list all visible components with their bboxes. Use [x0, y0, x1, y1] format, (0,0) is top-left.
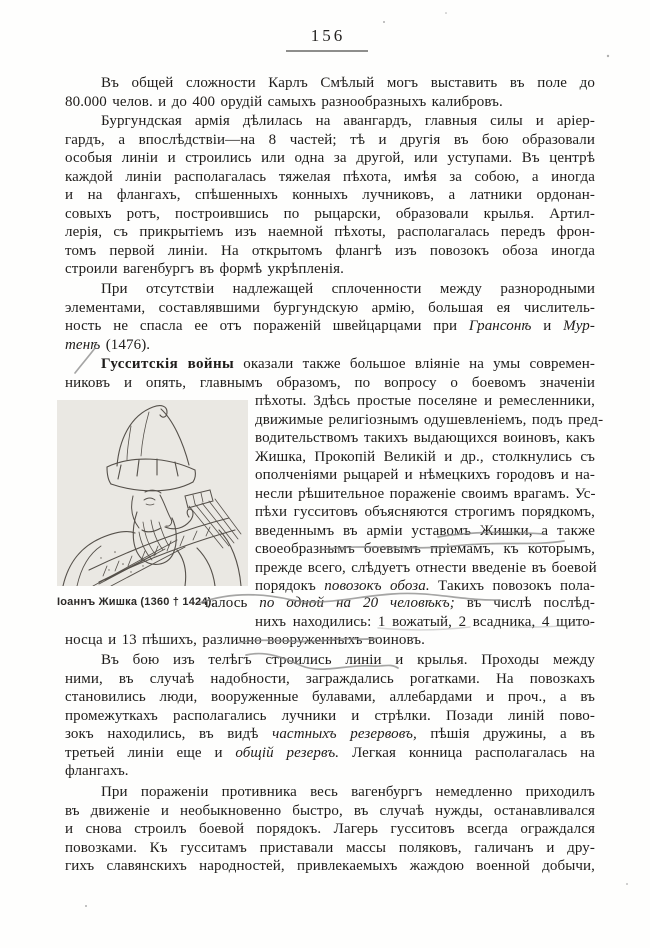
text-run: введеннымъ въ арміи уставомъ Жишки, а также — [255, 522, 595, 539]
text-line — [65, 299, 595, 318]
paragraph-burgundian-army — [65, 112, 595, 279]
italic-run: повозокъ обоза. — [324, 578, 430, 594]
text-line — [65, 688, 595, 707]
text-run: несли рѣшительное пораженіе своимъ врагамъ. Ус- — [255, 485, 596, 502]
text-line — [255, 503, 595, 522]
text-run: строили вагенбургъ въ формѣ укрѣпленія. — [65, 261, 345, 277]
italic-run: общій резервъ. — [235, 744, 340, 761]
text-run: водительствомъ такихъ выдающихся воиновъ, какъ — [255, 430, 595, 446]
text-line — [255, 411, 604, 430]
text-line — [255, 559, 595, 578]
page-number: 156 — [310, 26, 346, 45]
text-run: пѣшія дружины, а въ — [416, 726, 595, 742]
paragraph-army-total — [65, 74, 595, 111]
text-line — [255, 392, 595, 411]
text-run: лерія, съ прикрытіемъ изъ наемной пѣхоты, располагалась передъ фрон- — [65, 224, 595, 240]
text-run: въ числѣ послѣд- — [454, 595, 595, 611]
text-run: ними, въ случаѣ надобности, заграждались рогатками. На повозкахъ — [65, 670, 595, 687]
italic-run: по одной на 20 человѣкъ; — [259, 595, 455, 611]
text-run: своеобразнымъ боевымъ пріемамъ, къ которымъ, — [255, 541, 595, 557]
text-run: При пораженіи противника весь вагенбургъ немедленно приходилъ — [101, 784, 595, 800]
text-run: повозками. Къ гусситамъ приставали массы поляковъ, галичанъ и дру- — [65, 839, 595, 856]
text-line — [65, 839, 595, 858]
text-line — [65, 205, 595, 224]
paragraph-hussite-wars-beside-figure — [255, 392, 604, 596]
text-run: совыхъ ротъ, построившись по рыцарски, образовали крылья. Артил- — [65, 205, 595, 222]
text-run: прежде всего, слѣдуетъ отнести введеніе въ боевой — [255, 559, 597, 576]
text-run: третьей линіи еще и — [65, 744, 236, 761]
text-run: флангахъ. — [65, 763, 129, 779]
text-run: гардъ, а впослѣдствіи—на 8 частей; тѣ и другія въ бою образовали — [65, 131, 595, 148]
text-line — [255, 522, 595, 541]
text-line — [65, 374, 595, 393]
text-run: каждой линіи располагалась тяжелая пѣхота, имѣя за собою, а иногда — [65, 168, 595, 185]
paragraph-defeats — [65, 280, 595, 354]
paragraph-hussite-wars-beside-caption — [205, 594, 595, 613]
text-run: галось — [205, 595, 260, 611]
text-line — [65, 707, 595, 726]
helmet-icon — [107, 406, 195, 491]
text-line — [255, 485, 595, 504]
text-line — [65, 802, 595, 821]
text-run: носца и 13 пѣшихъ, различно вооруженныхъ воиновъ. — [65, 632, 425, 648]
text-line — [255, 540, 595, 559]
text-run: ность не спасла ее отъ пораженій швейцарцами при — [65, 318, 469, 334]
text-line — [65, 112, 595, 131]
text-run: (1476). — [100, 336, 151, 353]
text-run: Въ общей сложности Карлъ Смѣлый могъ выставить въ поле до — [101, 75, 595, 91]
text-run: въ движеніе и необыкновенно быстро, въ случаѣ нужды, останавливался — [65, 802, 595, 819]
text-run: оказали также большое вліяніе на умы современ- — [234, 356, 595, 372]
paragraph-wagon-battle-order — [65, 651, 595, 781]
text-line — [65, 131, 595, 150]
text-run: элементами, составлявшими бургундскую армію, большая ея числитель- — [65, 299, 595, 316]
zizka-portrait-sketch — [57, 400, 248, 586]
text-run: Въ бою изъ телѣгъ строились линіи и крылья. Проходы между — [101, 652, 595, 668]
text-run: становились люди, вооруженные булавами, аллебардами и проч., а въ — [65, 689, 595, 705]
paragraph-hussite-wars-last-line — [65, 631, 595, 650]
text-line — [65, 317, 595, 336]
text-run: пѣхоты. Здѣсь простые поселяне и ремесленники, — [255, 393, 595, 409]
italic-run: частныхъ резервовъ, — [272, 726, 417, 742]
text-run: Жишка, Прокопій Великій и др., столкнулись съ — [255, 448, 595, 465]
paragraph-wagenburg-movement — [65, 783, 595, 876]
text-run: и на флангахъ, спѣшенныхъ конныхъ лучниковъ, а латники ордонан- — [65, 187, 595, 203]
paragraph-hussite-wars-intro — [65, 355, 595, 392]
text-run: движимые религіознымъ одушевленіемъ, подъ пред- — [255, 411, 604, 428]
text-line — [65, 242, 595, 261]
text-run: особыя линіи и строились или одна за другой, или уступами. Въ центрѣ — [65, 150, 595, 166]
text-line — [65, 93, 595, 112]
text-run: пѣхи гусситовъ объясняются строгимъ порядкомъ, — [255, 504, 595, 520]
text-line — [65, 186, 595, 205]
text-line — [65, 857, 595, 876]
text-run: порядокъ — [255, 578, 325, 594]
text-line — [65, 74, 595, 93]
page-number-rule — [286, 50, 368, 52]
text-line — [65, 783, 595, 802]
italic-run: Мур- — [563, 318, 595, 334]
text-run: зокъ находились, въ видѣ — [65, 726, 273, 742]
text-line — [255, 429, 595, 448]
text-line — [65, 744, 595, 763]
text-run: и снова строилъ боевой порядокъ. Лагерь гусситовъ всегда ограждался — [65, 821, 595, 837]
text-line — [65, 670, 595, 689]
text-line — [205, 594, 595, 613]
text-line — [65, 149, 595, 168]
text-run: Бургундская армія дѣлилась на авангардъ, главныя силы и аріер- — [101, 113, 595, 129]
text-run: ополченіями рыцарей и нѣмецкихъ городовъ и на- — [255, 467, 595, 483]
italic-run: тенѣ — [65, 336, 101, 353]
figure-zizka-portrait — [57, 400, 248, 586]
paragraph-hussite-wars-wagon-crew — [255, 613, 595, 632]
text-line — [65, 260, 595, 279]
text-run: никовъ и опять, главнымъ образомъ, по вопросу о боевомъ значеніи — [65, 374, 595, 391]
text-line — [65, 725, 595, 744]
text-run: нихъ находились: 1 вожатый, 2 всадника, 4 щито- — [255, 614, 595, 630]
text-run: 80.000 челов. и до 400 орудій самыхъ разнообразныхъ калибровъ. — [65, 93, 503, 110]
text-run: Легкая конница располагалась на — [339, 744, 595, 761]
text-line — [255, 466, 595, 485]
text-run: томъ первой линіи. На открытомъ флангѣ изъ повозокъ обоза иногда — [65, 242, 595, 259]
text-line — [65, 168, 595, 187]
text-line — [65, 651, 595, 670]
text-line — [65, 631, 595, 650]
text-line — [65, 820, 595, 839]
text-line — [65, 762, 595, 781]
bold-run: Гусситскія войны — [101, 356, 235, 372]
text-line — [255, 577, 595, 596]
text-line — [65, 280, 595, 299]
text-run: гихъ славянскихъ народностей, привлекаемыхъ жаждою военной добычи, — [65, 858, 595, 874]
text-line — [255, 448, 595, 467]
text-run: Такихъ повозокъ пола- — [429, 578, 595, 594]
italic-run: Грансонѣ — [468, 318, 532, 334]
text-run: промежуткахъ располагались лучники и стрѣлки. Позади линій пово- — [65, 707, 595, 724]
text-run: При отсутствіи надлежащей сплоченности между разнородными — [101, 281, 595, 297]
text-line — [255, 613, 595, 632]
text-line — [65, 336, 595, 355]
text-run: и — [531, 318, 564, 334]
figure-caption: Іоаннъ Жишка (1360 † 1424). — [57, 596, 215, 608]
text-line — [65, 355, 595, 374]
text-line — [65, 223, 595, 242]
